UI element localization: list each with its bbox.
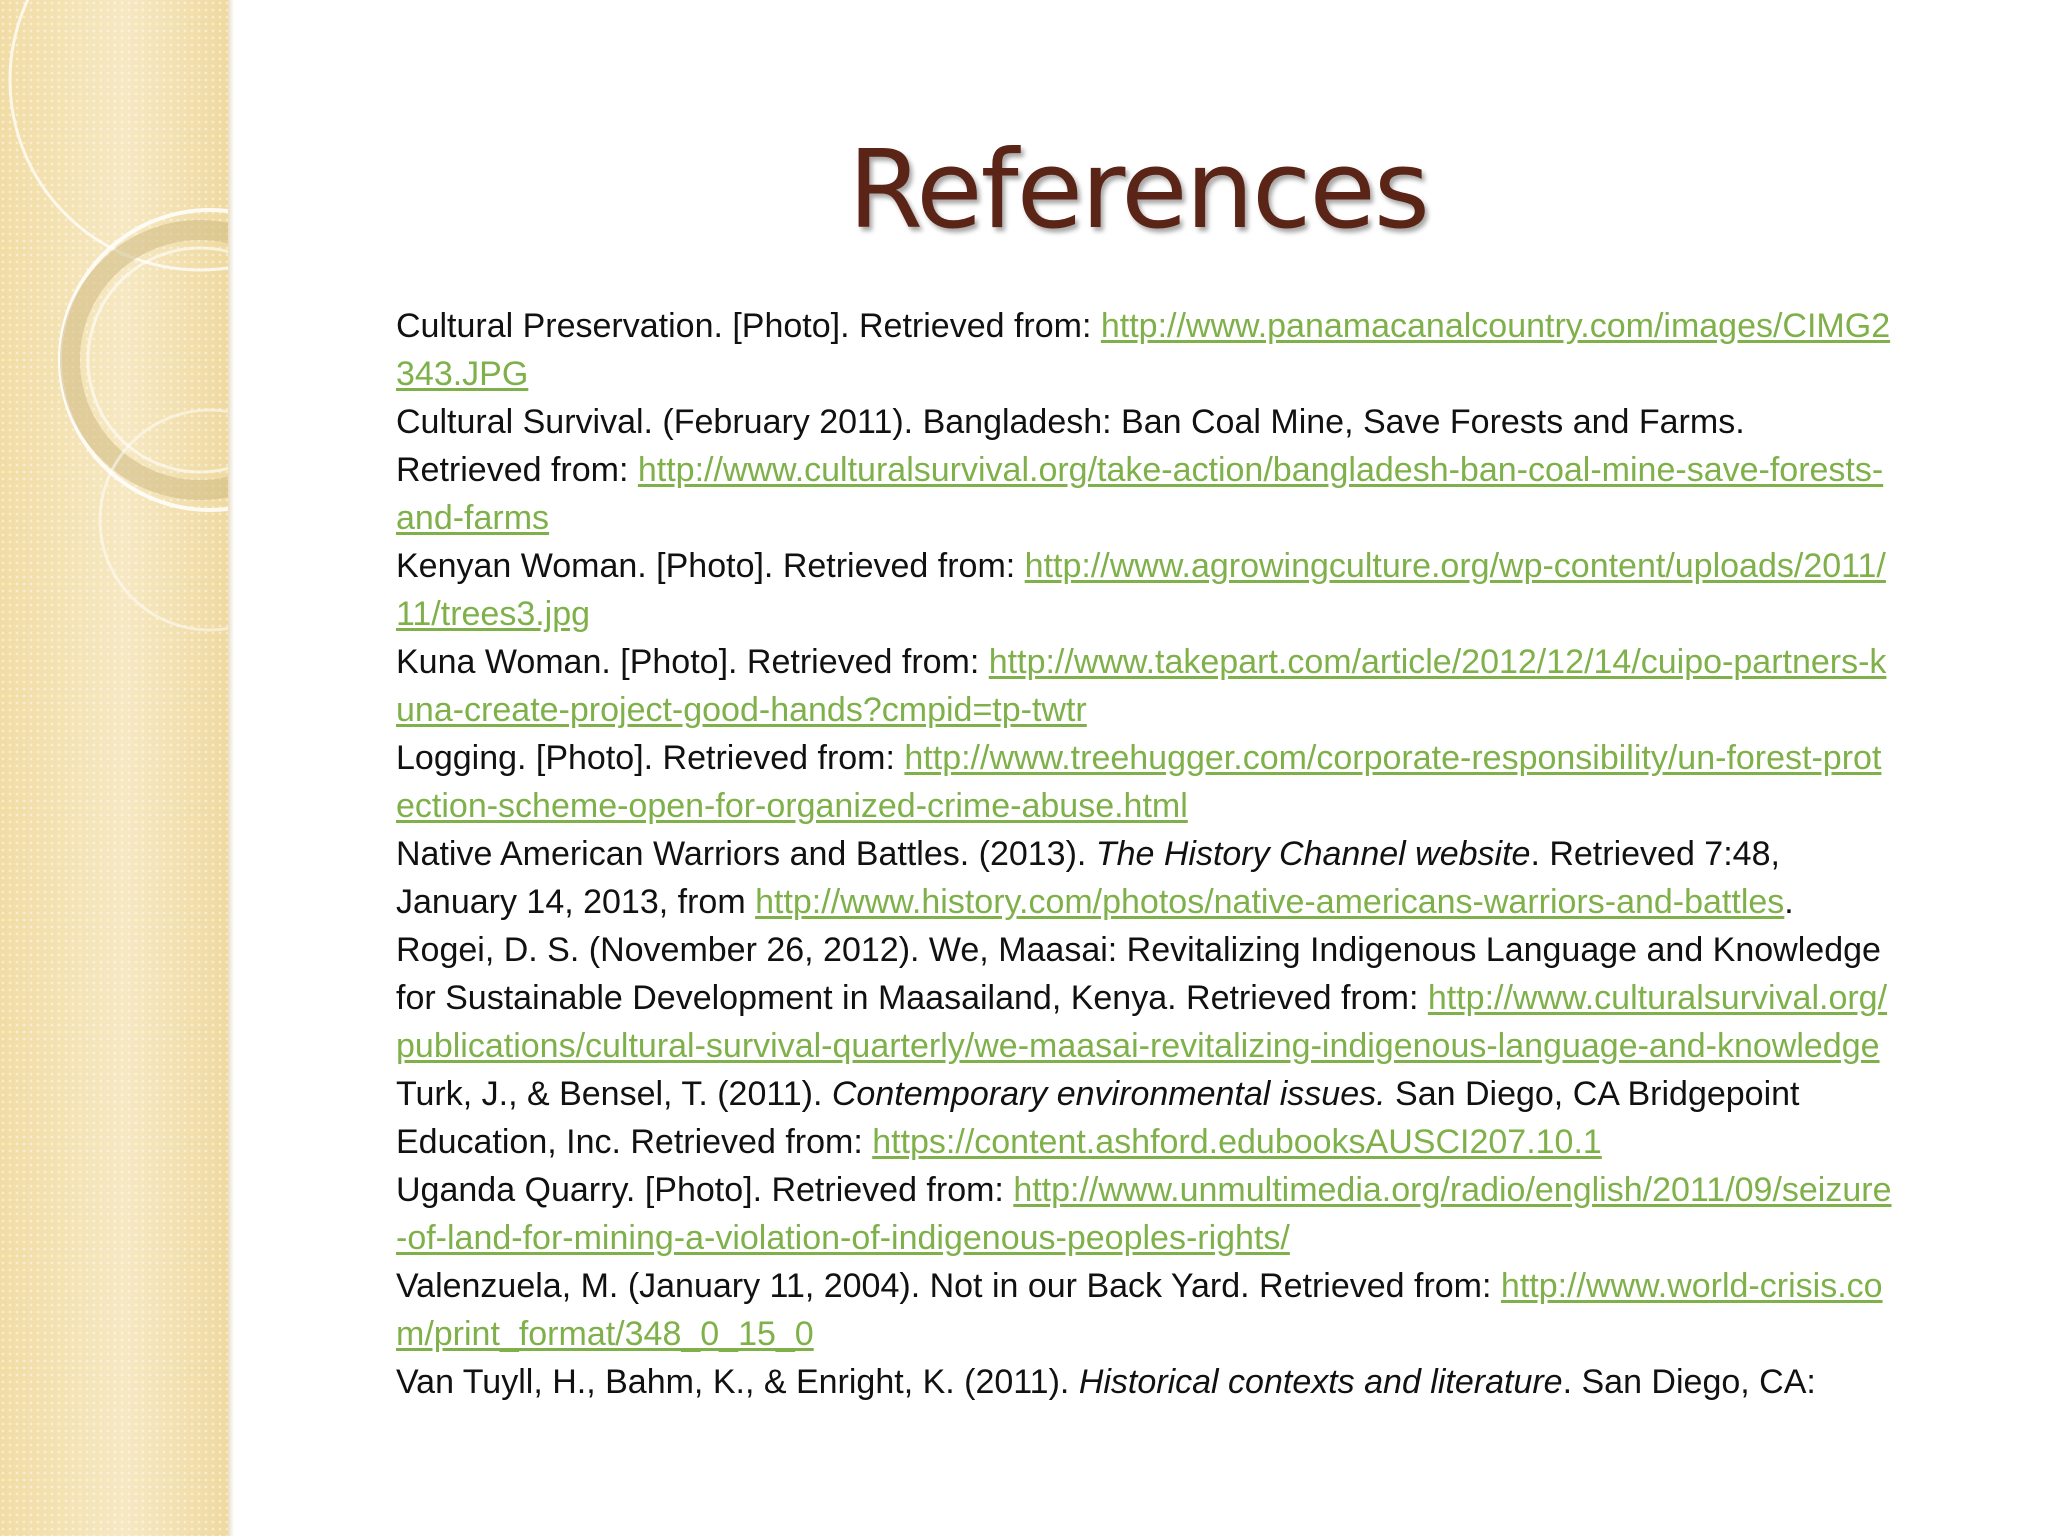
reference-entry: Valenzuela, M. (January 11, 2004). Not in our Back Yard. Retrieved from: http://www.world-crisis.com/print_format/348_0_15_0 <box>396 1267 1883 1353</box>
reference-entry: Native American Warriors and Battles. (2013). The History Channel website. Retrieved 7:48, January 14, 2013, from http://www.history.com/photos/native-americans-warriors-and-battles. <box>396 835 1794 921</box>
reference-link[interactable]: http://www.treehugger.com/corporate-responsibility/un-forest-protection-scheme-open-for-organized-crime-abuse.html <box>396 739 1882 825</box>
reference-entry: Turk, J., & Bensel, T. (2011). Contemporary environmental issues. San Diego, CA Bridgepoint Education, Inc. Retrieved from: https://content.ashford.edubooksAUSCI207.10.1 <box>396 1075 1800 1161</box>
reference-entry: Van Tuyll, H., Bahm, K., & Enright, K. (2011). Historical contexts and literature. San Diego, CA: <box>396 1363 1816 1401</box>
reference-entry: Cultural Preservation. [Photo]. Retrieved from: http://www.panamacanalcountry.com/images/CIMG2343.JPG <box>396 307 1891 393</box>
slide-title: References <box>847 128 1429 253</box>
reference-link[interactable]: http://www.culturalsurvival.org/publications/cultural-survival-quarterly/we-maasai-revitalizing-indigenous-language-and-knowledge <box>396 979 1888 1065</box>
decorative-rings-icon <box>0 0 228 1536</box>
decorative-side-band <box>0 0 228 1536</box>
reference-link[interactable]: http://www.agrowingculture.org/wp-content/uploads/2011/11/trees3.jpg <box>396 547 1886 633</box>
reference-link[interactable]: http://www.world-crisis.com/print_format/348_0_15_0 <box>396 1267 1883 1353</box>
reference-link[interactable]: http://www.panamacanalcountry.com/images/CIMG2343.JPG <box>396 307 1891 393</box>
reference-link[interactable]: http://www.takepart.com/article/2012/12/14/cuipo-partners-kuna-create-project-good-hands?cmpid=tp-twtr <box>396 643 1887 729</box>
reference-entry: Kuna Woman. [Photo]. Retrieved from: http://www.takepart.com/article/2012/12/14/cuipo-partners-kuna-create-project-good-hands?cmpid=tp-twtr <box>396 643 1887 729</box>
reference-entry: Cultural Survival. (February 2011). Bangladesh: Ban Coal Mine, Save Forests and Farms. Retrieved from: http://www.culturalsurvival.org/take-action/bangladesh-ban-coal-mine-save-forests-and-farms <box>396 403 1884 537</box>
reference-italic-title: Contemporary environmental issues. <box>831 1075 1386 1113</box>
reference-link[interactable]: http://www.culturalsurvival.org/take-action/bangladesh-ban-coal-mine-save-forests-and-farms <box>396 451 1884 537</box>
reference-italic-title: The History Channel website <box>1095 835 1531 873</box>
reference-link[interactable]: http://www.history.com/photos/native-americans-warriors-and-battles <box>755 883 1785 921</box>
reference-list <box>396 302 1896 1406</box>
reference-link[interactable]: https://content.ashford.edubooksAUSCI207.10.1 <box>872 1123 1602 1161</box>
reference-entry: Rogei, D. S. (November 26, 2012). We, Maasai: Revitalizing Indigenous Language and Knowledge for Sustainable Development in Maasailand, Kenya. Retrieved from: http://www.culturalsurvival.org/publications/cultural-survival-quarterly/we-maasai-revitalizing-indigenous-language-and-knowledge <box>396 931 1888 1065</box>
reference-entry: Kenyan Woman. [Photo]. Retrieved from: http://www.agrowingculture.org/wp-content/uploads/2011/11/trees3.jpg <box>396 547 1886 633</box>
reference-entry: Uganda Quarry. [Photo]. Retrieved from: http://www.unmultimedia.org/radio/english/2011/09/seizure-of-land-for-mining-a-violation-of-indigenous-peoples-rights/ <box>396 1171 1892 1257</box>
reference-entry: Logging. [Photo]. Retrieved from: http://www.treehugger.com/corporate-responsibility/un-forest-protection-scheme-open-for-organized-crime-abuse.html <box>396 739 1882 825</box>
reference-link[interactable]: http://www.unmultimedia.org/radio/english/2011/09/seizure-of-land-for-mining-a-violation-of-indigenous-peoples-rights/ <box>396 1171 1892 1257</box>
reference-italic-title: Historical contexts and literature <box>1078 1363 1563 1401</box>
